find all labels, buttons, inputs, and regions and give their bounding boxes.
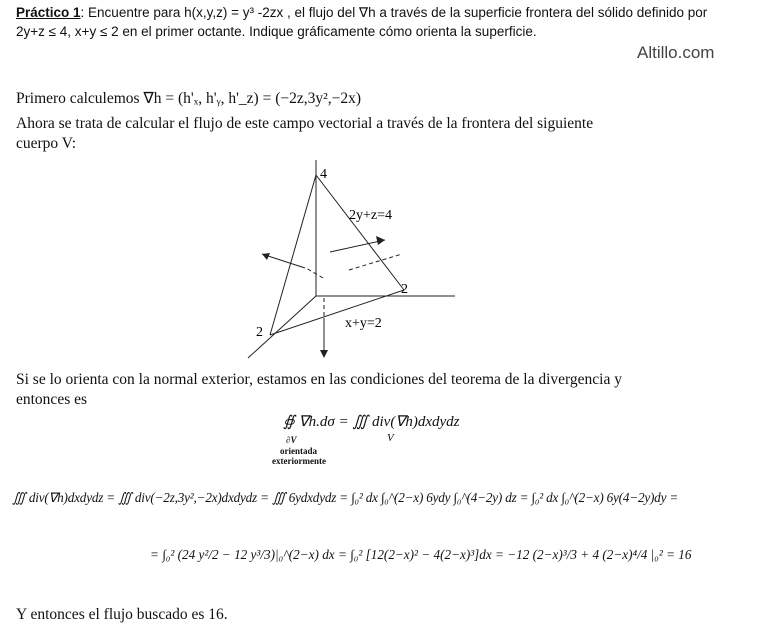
practice-label: Práctico 1	[16, 5, 81, 20]
problem-line1-text: : Encuentre para h(x,y,z) = y³ -2zx , el flujo del ∇h a través de la superficie frontera del sólido definido por	[80, 5, 708, 20]
paragraph-line: Ahora se trata de calcular el flujo de este campo vectorial a través de la frontera del siguiente	[16, 115, 594, 132]
under-oint-label: ∂V	[286, 435, 297, 445]
figure-label-base: x+y=2	[345, 316, 382, 331]
under-triple-label: V	[387, 432, 394, 444]
figure-label-right: 2	[401, 282, 408, 297]
paragraph-line: entonces es	[16, 391, 88, 408]
divergence-equation: ∯ ∇h.dσ = ∭ div(∇h)dxdydz	[283, 414, 460, 430]
watermark: Altillo.com	[637, 43, 715, 62]
figure-label-left: 2	[256, 325, 263, 340]
figure-label-top: 4	[320, 167, 327, 182]
final-answer: Y entonces el flujo buscado es 16.	[16, 606, 228, 623]
orientation-note: orientada	[280, 446, 317, 456]
orientation-note: exteriormente	[272, 456, 326, 466]
computation-line: ∭ div(∇h)dxdydz = ∭ div(−2z,3y²,−2x)dxdydz = ∭ 6ydxdydz = ∫₀² dx ∫₀^(2−x) 6ydy ∫₀^(4−2y) dz = ∫₀² dx ∫₀^(2−x) 6y(4−2y)dy =	[12, 490, 679, 505]
paragraph-line: Si se lo orienta con la normal exterior, estamos en las condiciones del teorema de la divergencia y	[16, 371, 622, 388]
paragraph-line: cuerpo V:	[16, 135, 77, 152]
gradient-line: Primero calculemos ∇h = (h'ₓ, h'ᵧ, h'_z) = (−2z,3y²,−2x)	[16, 90, 362, 107]
problem-statement-line2: 2y+z ≤ 4, x+y ≤ 2 en el primer octante. Indique gráficamente cómo orienta la superficie.	[16, 24, 537, 39]
computation-line: = ∫₀² (24 y²/2 − 12 y³/3)|₀^(2−x) dx = ∫₀² [12(2−x)² − 4(2−x)³]dx = −12 (2−x)³/3 + 4 (2−x)⁴/4 |₀² = 16	[150, 547, 692, 562]
figure-label-plane: 2y+z=4	[349, 208, 393, 223]
